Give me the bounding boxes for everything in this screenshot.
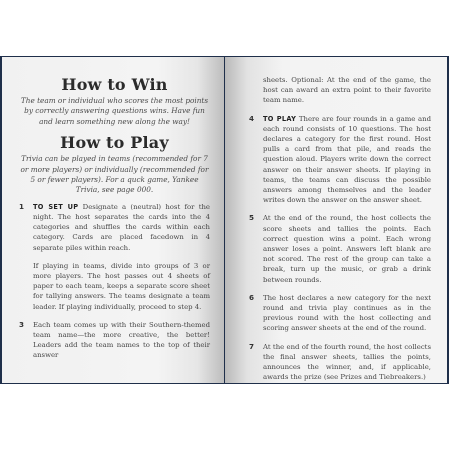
how-to-win-intro: The team or individual who scores the most points by correctly answering questions wins. Have fun and learn something new along the way! <box>20 96 209 126</box>
step-3-number: 3 <box>19 319 25 329</box>
step-4-lead: TO PLAY <box>263 114 297 123</box>
right-page <box>225 57 447 383</box>
step-7 <box>249 342 431 383</box>
step-5 <box>249 213 431 284</box>
step-6-number: 6 <box>249 292 255 302</box>
step-7-text: At the end of the fourth round, the host collects the final answer sheets, tallies the points, announces the winner, and, if applicable, awards the prize (see Prizes and Tiebreakers.) <box>263 342 431 382</box>
how-to-win-heading: How to Win <box>61 75 168 94</box>
step-3-text: Each team comes up with their Southern-themed team name—the more creative, the better! Leaders add the team names to the top of their answer <box>33 320 210 360</box>
how-to-play-heading: How to Play <box>60 133 169 153</box>
step-2-text: If playing in teams, divide into groups of 3 or more players. The host passes out 4 sheets of paper to each team, keeps a separate score sheet for tallying answers. The teams designate a team leader. If playing individually, proceed to step 4. <box>33 261 210 311</box>
step-4 <box>249 114 431 206</box>
step-1-number: 1 <box>19 201 25 211</box>
step-4-number: 4 <box>249 113 255 123</box>
step-3-continued-text: sheets. Optional: At the end of the game, the host can award an extra point to their favorite team name. <box>263 76 431 105</box>
step-4-body <box>263 114 431 206</box>
step-5-text: At the end of the round, the host collects the score sheets and tallies the points. Each correct question wins a point. Each wrong answer loses a point. Answers left blank are not scored. The rest of the group can take a break, turn up the music, or grab a drink between rounds. <box>263 214 431 284</box>
step-6-text: The host declares a new category for the next round and trivia play continues as in the previous round with the host collecting and scoring answer sheets at the end of the round. <box>263 293 431 333</box>
step-1-lead: TO SET UP <box>33 202 79 211</box>
step-1-body <box>33 202 210 253</box>
step-7-number: 7 <box>249 341 255 351</box>
step-3 <box>19 320 210 361</box>
step-5-number: 5 <box>249 213 255 223</box>
step-1-text: Designate a (neutral) host for the night. The host separates the cards into the 4 categories and shuffles the cards within each category. Cards are placed facedown in 4 separate piles within reach. <box>33 202 210 252</box>
how-to-play-intro: Trivia can be played in teams (recommended for 7 or more players) or individually (recommended for 5 or fewer players). For a quck game, Yankee Trivia, see page 000. <box>20 154 209 195</box>
step-4-text: There are four rounds in a game and each round consists of 10 questions. The host declares a category for the first round. Host pulls a card from that pile, and reads the question aloud. Players write down the correct answer on their answer sheets. If playing in teams, the teams can discuss the possible answers among themselves and the leader writes down the answer on the answer sheet. <box>263 114 431 205</box>
step-1 <box>19 202 210 253</box>
left-page <box>2 57 224 383</box>
step-6 <box>249 293 431 334</box>
